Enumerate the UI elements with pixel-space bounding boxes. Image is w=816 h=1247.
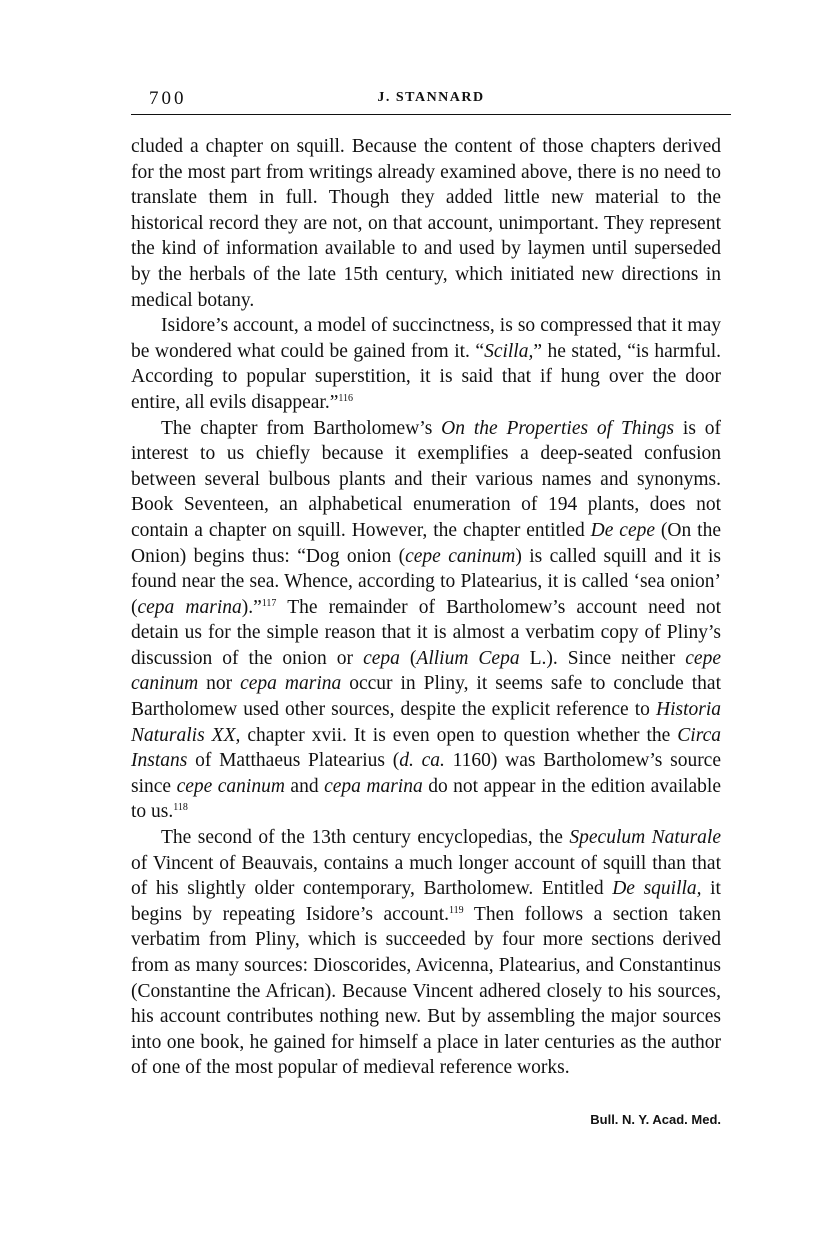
text-run: The remainder of Bartholomew’s account need not detain us for the simple reason that it is almost a verbatim copy of Pliny’s discussion of the onion or bbox=[131, 596, 721, 669]
italic-text: Historia Naturalis XX, bbox=[131, 699, 721, 746]
italic-text: On the Properties of Things bbox=[441, 417, 675, 439]
text-run: L.). Since neither bbox=[519, 647, 686, 669]
italic-text: De cepe bbox=[590, 519, 656, 541]
text-run: nor bbox=[198, 673, 241, 695]
text-run: Isidore’s account, a model of succinctness, is so compressed that it may be wondered what could be gained from it. “ bbox=[131, 315, 721, 362]
text-run: chapter xvii. It is even open to question whether the bbox=[240, 724, 678, 746]
paragraph-4 bbox=[131, 825, 721, 1081]
italic-text: cepa marina bbox=[137, 596, 242, 618]
header-rule bbox=[131, 114, 731, 115]
text-run: 1160) was Bartholomew’s source since bbox=[131, 750, 721, 797]
footnote-ref: 117 bbox=[261, 597, 277, 609]
text-run: cluded a chapter on squill. Because the content of those chapters derived for the most part from writings already examined above, there is no need to translate them in full. Though they added little new material to the historical record they are not, on that account, unimportant. They represent the kind of information available to and used by laymen until superseded by the herbals of the late 15th century, which initiated new directions in medical botany. bbox=[131, 136, 721, 311]
italic-text: Circa Instans bbox=[131, 724, 721, 772]
footnote-ref: 119 bbox=[449, 904, 464, 916]
text-run: it begins by repeating Isidore’s account. bbox=[131, 878, 721, 925]
text-run: do not appear in the edition available to us. bbox=[131, 775, 722, 823]
italic-text: cepa bbox=[363, 647, 400, 669]
italic-text: Speculum Naturale bbox=[569, 827, 721, 849]
italic-text: Allium Cepa bbox=[416, 647, 520, 669]
text-run: ) is called squill and it is found near the sea. Whence, according to Platearius, it is called ‘sea onion’ ( bbox=[131, 545, 721, 618]
text-run: of Vincent of Beauvais, contains a much longer account of squill than that of his slightly older contemporary, Bartholomew. Entitled bbox=[131, 852, 721, 900]
text-run: (On the Onion) begins thus: “Dog onion ( bbox=[131, 519, 721, 567]
text-run: Then follows a section taken verbatim from Pliny, which is succeeded by four more sections derived from as many sources: Dioscorides, Avicenna, Platearius, and Constantinus (Constantine the African). Because Vincent adhered closely to his sources, his account contributes nothing new. But by assembling the major sources into one book, he gained for himself a place in later centuries as the author of one of the most popular of medieval reference works. bbox=[131, 903, 721, 1079]
text-run: ).” bbox=[241, 596, 262, 618]
text-run: and bbox=[284, 775, 325, 797]
text-run: is of interest to us chiefly because it exemplifies a deep-seated confusion between several bulbous plants and their various names and synonyms. Book Seventeen, an alphabetical enumeration of 194 plants, does not contain a chapter on squill. However, the chapter entitled bbox=[131, 417, 722, 541]
paragraph-1 bbox=[131, 134, 721, 313]
footnote-ref: 116 bbox=[338, 392, 354, 404]
footnote-ref: 118 bbox=[173, 802, 188, 814]
text-run: ” he stated, “is harmful. According to popular superstition, it is said that if hung over the door entire, all evils disappear.” bbox=[131, 340, 721, 413]
italic-text: cepe caninum bbox=[176, 775, 285, 797]
italic-text: cepa marina bbox=[324, 775, 423, 797]
italic-text: cepe caninum bbox=[405, 545, 516, 567]
text-run: ( bbox=[399, 647, 417, 669]
running-head: J. STANNARD bbox=[377, 90, 485, 105]
body-text bbox=[131, 134, 721, 1081]
text-run: occur in Pliny, it seems safe to conclude that Bartholomew used other sources, despite the explicit reference to bbox=[131, 673, 721, 721]
italic-text: d. ca. bbox=[399, 750, 445, 772]
page-number: 700 bbox=[149, 88, 187, 109]
italic-text: cepe caninum bbox=[131, 647, 721, 695]
italic-text: cepa marina bbox=[240, 673, 342, 695]
page-header bbox=[131, 88, 731, 114]
text-run: The second of the 13th century encyclopedias, the bbox=[161, 827, 570, 849]
italic-text: De squilla, bbox=[612, 878, 702, 900]
text-run: The chapter from Bartholomew’s bbox=[161, 417, 442, 439]
paragraph-3 bbox=[131, 416, 721, 826]
paragraph-2 bbox=[131, 313, 721, 415]
italic-text: Scilla, bbox=[484, 340, 534, 362]
journal-footer: Bull. N. Y. Acad. Med. bbox=[590, 1112, 721, 1127]
text-run: of Matthaeus Platearius ( bbox=[187, 750, 400, 772]
